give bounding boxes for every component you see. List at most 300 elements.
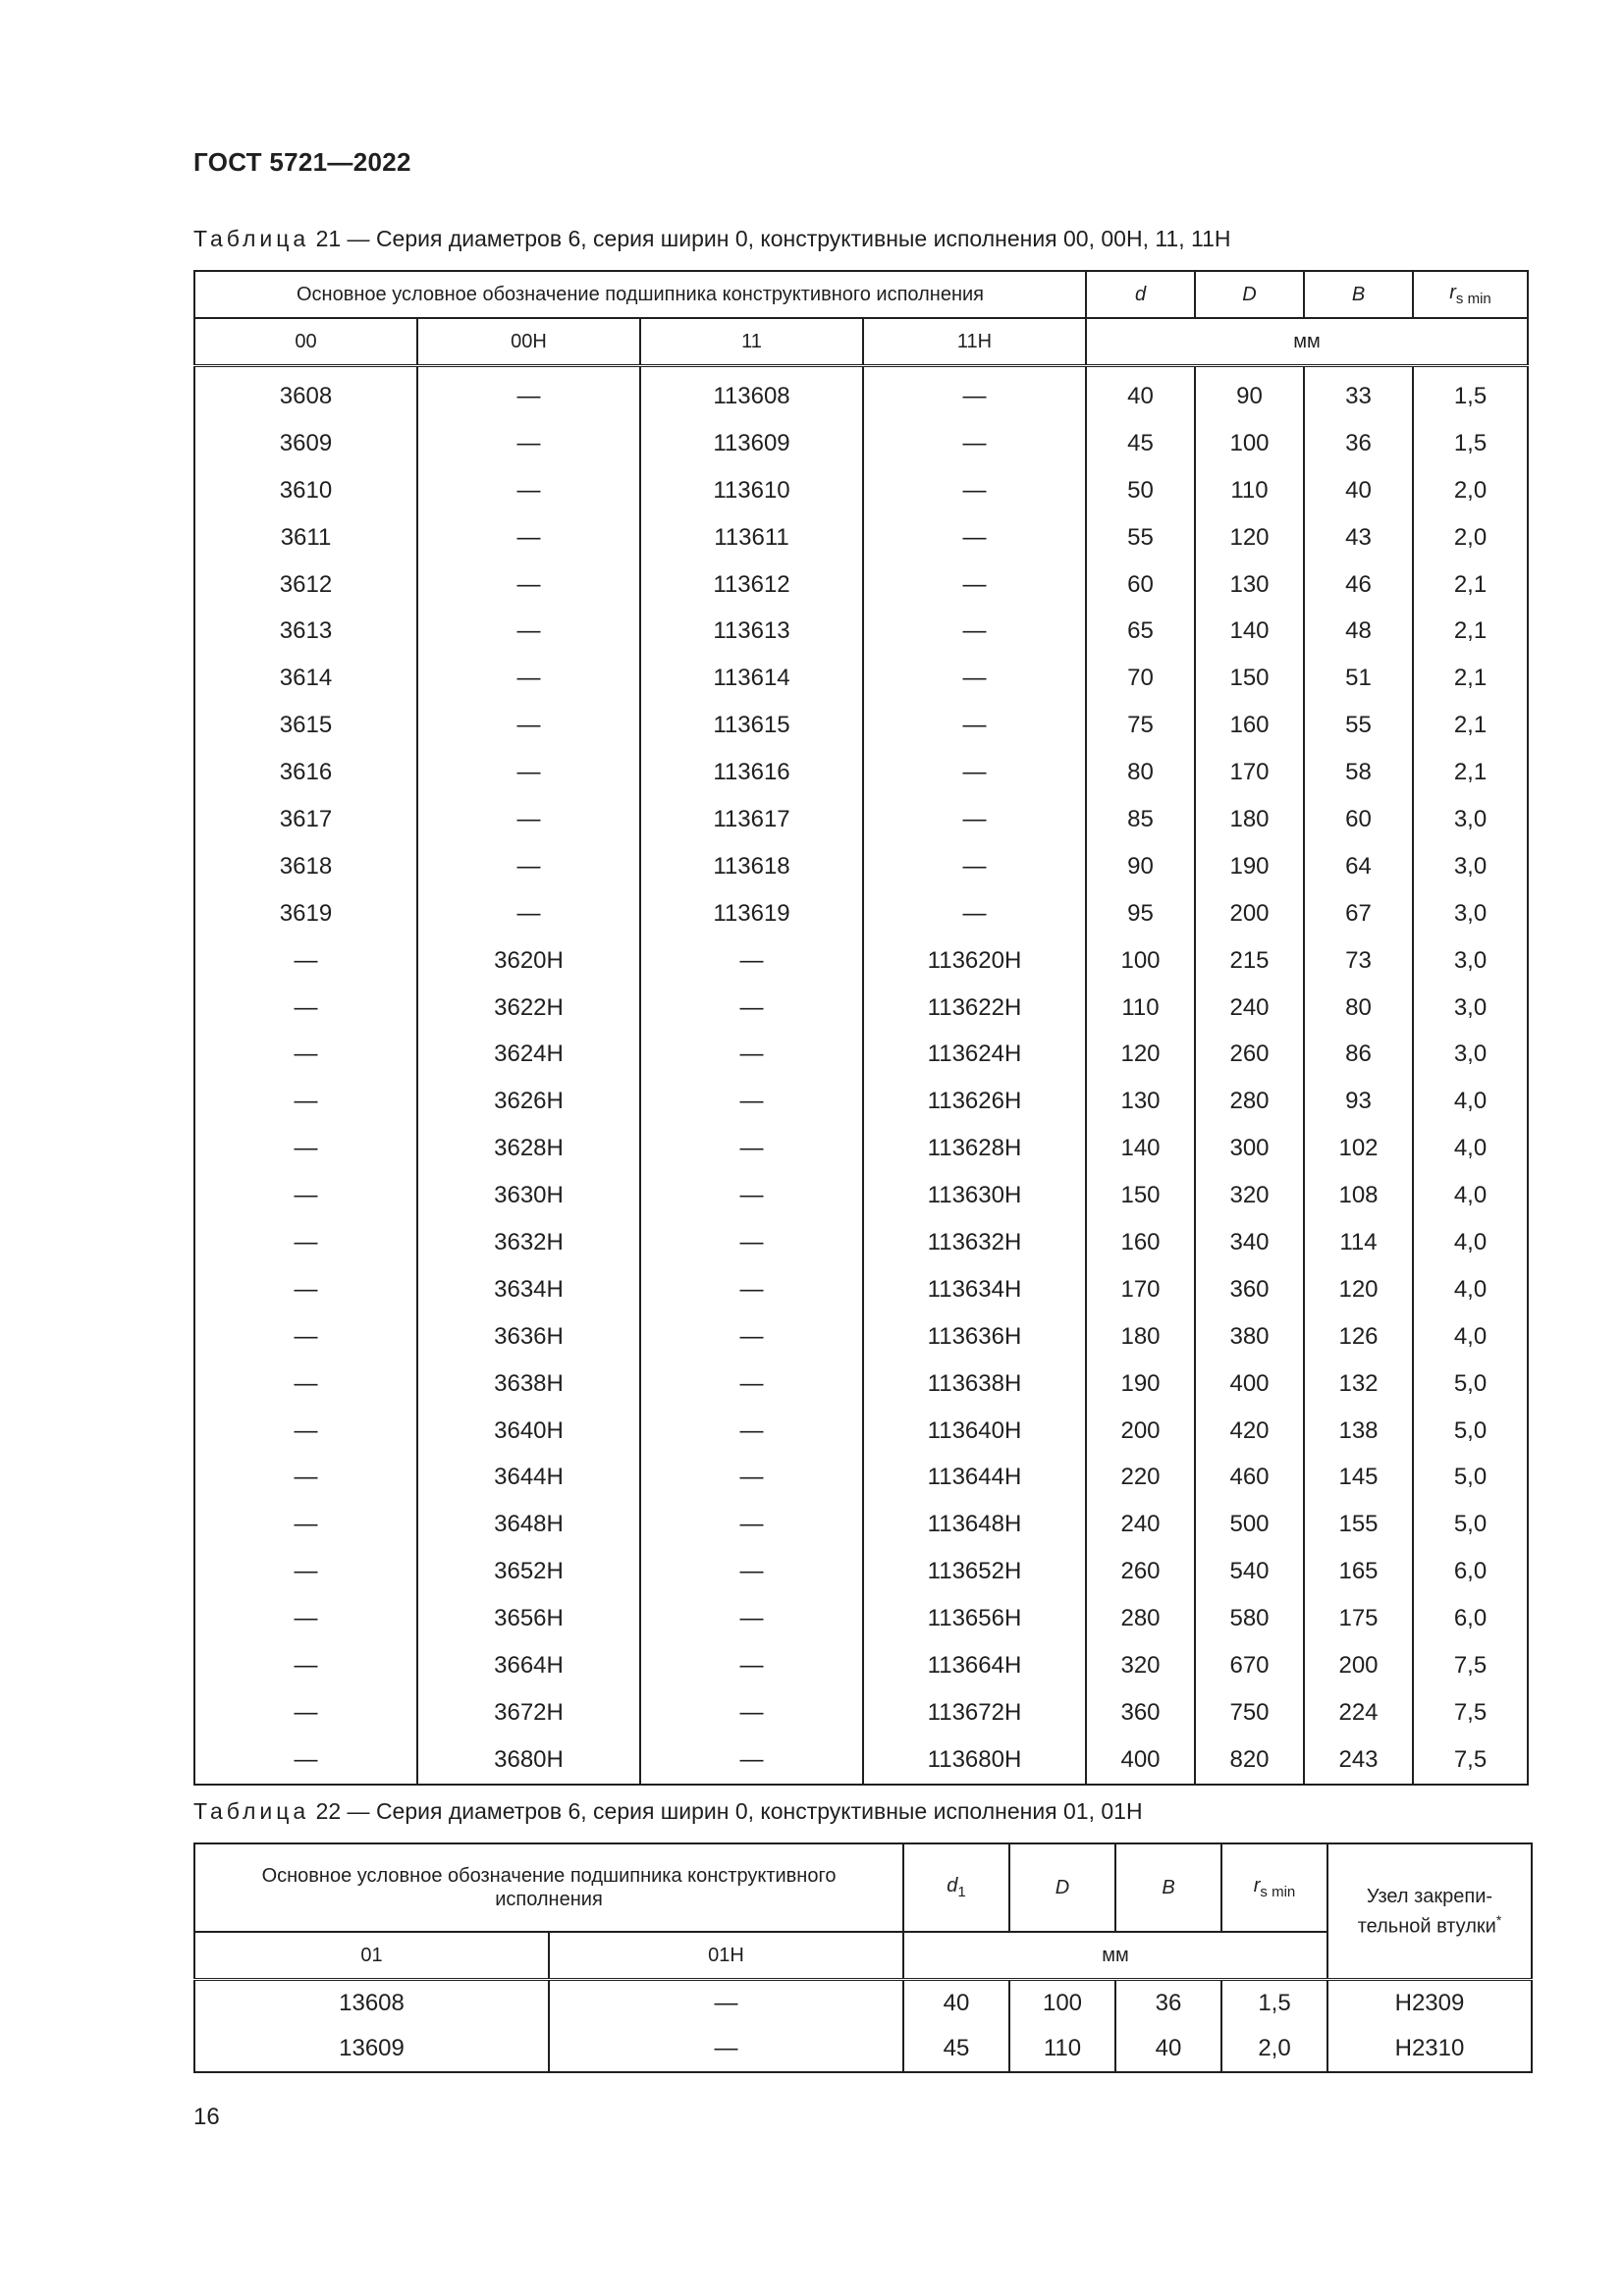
table-row — [194, 2026, 1532, 2072]
table-cell: 113630Н — [863, 1172, 1086, 1219]
table-cell: — — [194, 937, 417, 985]
table-21-col-r-subscript: s min — [1455, 291, 1491, 307]
table-22-group-header: Основное условное обозначение подшипника конструктивного исполнения — [194, 1843, 903, 1932]
table-cell: 113610 — [640, 467, 863, 514]
table-cell: — — [640, 1031, 863, 1078]
table-22-body — [194, 1980, 1532, 2073]
table-22-subcol: 01Н — [549, 1932, 903, 1980]
table-cell: — — [194, 1454, 417, 1501]
table-cell: — — [640, 1313, 863, 1361]
table-cell: — — [863, 608, 1086, 655]
table-cell: — — [640, 937, 863, 985]
table-row — [194, 1172, 1528, 1219]
table-cell: 260 — [1195, 1031, 1304, 1078]
table-cell: 100 — [1195, 420, 1304, 467]
table-cell: 5,0 — [1413, 1361, 1528, 1408]
table-21-units: мм — [1086, 318, 1528, 366]
table-cell: 180 — [1195, 796, 1304, 843]
table-22-col-B: B — [1115, 1843, 1221, 1932]
table-cell: 113634Н — [863, 1266, 1086, 1313]
table-cell: 670 — [1195, 1642, 1304, 1689]
table-cell: 3630Н — [417, 1172, 640, 1219]
table-cell: 45 — [903, 2026, 1009, 2072]
table-cell: 3610 — [194, 467, 417, 514]
table-cell: 3638Н — [417, 1361, 640, 1408]
table-cell: — — [417, 843, 640, 890]
table-cell: 120 — [1304, 1266, 1413, 1313]
table-cell: 580 — [1195, 1595, 1304, 1642]
table-cell: — — [194, 1219, 417, 1266]
table-cell: 3628Н — [417, 1125, 640, 1172]
table-22-col-sleeve-label: Узел закрепи-тельной втулки — [1357, 1885, 1496, 1938]
table-cell: 170 — [1086, 1266, 1195, 1313]
table-cell: — — [640, 1689, 863, 1736]
table-row — [194, 1219, 1528, 1266]
table-cell: 33 — [1304, 366, 1413, 420]
table-cell: 75 — [1086, 702, 1195, 749]
table-cell: 132 — [1304, 1361, 1413, 1408]
table-cell: 160 — [1195, 702, 1304, 749]
table-cell: 40 — [1086, 366, 1195, 420]
table-cell: 155 — [1304, 1501, 1413, 1548]
table-cell: 113614 — [640, 655, 863, 702]
table-cell: 113644Н — [863, 1454, 1086, 1501]
table-cell: — — [417, 420, 640, 467]
table-cell: 3,0 — [1413, 985, 1528, 1032]
table-cell: 5,0 — [1413, 1501, 1528, 1548]
table-row — [194, 467, 1528, 514]
table-cell: 3608 — [194, 366, 417, 420]
table-cell: — — [863, 749, 1086, 796]
table-cell: 113628Н — [863, 1125, 1086, 1172]
table-cell: 3609 — [194, 420, 417, 467]
table-cell: 113648Н — [863, 1501, 1086, 1548]
table-cell: 243 — [1304, 1736, 1413, 1785]
table-cell: — — [417, 514, 640, 561]
table-cell: 3626Н — [417, 1078, 640, 1125]
table-row — [194, 1031, 1528, 1078]
table-row — [194, 1454, 1528, 1501]
table-cell: 180 — [1086, 1313, 1195, 1361]
table-21-col-d: d — [1086, 271, 1195, 318]
table-cell: — — [417, 702, 640, 749]
table-cell: 70 — [1086, 655, 1195, 702]
table-21-caption-text: 21 — Серия диаметров 6, серия ширин 0, конструктивные исполнения 00, 00Н, 11, 11Н — [309, 226, 1231, 251]
table-row — [194, 843, 1528, 890]
table-21-subcol: 00Н — [417, 318, 640, 366]
table-cell: 150 — [1086, 1172, 1195, 1219]
table-cell: 110 — [1009, 2026, 1115, 2072]
table-cell: 2,1 — [1413, 561, 1528, 609]
table-cell: 320 — [1086, 1642, 1195, 1689]
table-22-col-r — [1221, 1843, 1327, 1932]
table-cell: 165 — [1304, 1548, 1413, 1595]
table-cell: 3656Н — [417, 1595, 640, 1642]
table-cell: 3680Н — [417, 1736, 640, 1785]
table-cell: — — [863, 420, 1086, 467]
table-cell: 113622Н — [863, 985, 1086, 1032]
table-cell: 3640Н — [417, 1408, 640, 1455]
table-cell: 4,0 — [1413, 1125, 1528, 1172]
table-cell: — — [863, 467, 1086, 514]
table-cell: 130 — [1195, 561, 1304, 609]
table-row — [194, 937, 1528, 985]
table-cell: 48 — [1304, 608, 1413, 655]
table-row — [194, 655, 1528, 702]
table-cell: 45 — [1086, 420, 1195, 467]
table-21-col-D: D — [1195, 271, 1304, 318]
table-cell: 5,0 — [1413, 1408, 1528, 1455]
table-22-col-D: D — [1009, 1843, 1115, 1932]
table-cell: — — [640, 1501, 863, 1548]
table-cell: — — [194, 985, 417, 1032]
table-cell: 400 — [1195, 1361, 1304, 1408]
table-row — [194, 1689, 1528, 1736]
table-cell: — — [417, 467, 640, 514]
table-cell: 110 — [1195, 467, 1304, 514]
table-cell: 73 — [1304, 937, 1413, 985]
table-22-col-sleeve — [1327, 1843, 1532, 1980]
table-21-caption-label: Таблица — [193, 226, 310, 251]
table-cell: — — [194, 1313, 417, 1361]
table-cell: 820 — [1195, 1736, 1304, 1785]
table-cell: 3636Н — [417, 1313, 640, 1361]
table-cell: 140 — [1195, 608, 1304, 655]
table-cell: — — [194, 1736, 417, 1785]
table-row — [194, 1980, 1532, 2027]
table-22-col-r-subscript: s min — [1260, 1884, 1296, 1900]
table-cell: — — [640, 1642, 863, 1689]
table-21-body — [194, 366, 1528, 1785]
table-cell: 3,0 — [1413, 796, 1528, 843]
table-cell: — — [640, 1125, 863, 1172]
table-cell: 220 — [1086, 1454, 1195, 1501]
table-cell: — — [549, 2026, 903, 2072]
table-cell: 3616 — [194, 749, 417, 796]
table-cell: 113680Н — [863, 1736, 1086, 1785]
table-cell: 40 — [1304, 467, 1413, 514]
table-cell: 200 — [1195, 890, 1304, 937]
table-cell: 13608 — [194, 1980, 549, 2027]
table-cell: 113638Н — [863, 1361, 1086, 1408]
table-cell: 36 — [1115, 1980, 1221, 2027]
table-cell: — — [194, 1595, 417, 1642]
table-cell: 108 — [1304, 1172, 1413, 1219]
table-cell: 113611 — [640, 514, 863, 561]
table-cell: 90 — [1086, 843, 1195, 890]
table-row — [194, 1125, 1528, 1172]
table-cell: — — [194, 1172, 417, 1219]
table-cell: — — [640, 1408, 863, 1455]
table-22-subcol: 01 — [194, 1932, 549, 1980]
table-cell: 500 — [1195, 1501, 1304, 1548]
table-cell: 4,0 — [1413, 1219, 1528, 1266]
table-row — [194, 608, 1528, 655]
table-cell: 80 — [1304, 985, 1413, 1032]
table-cell: — — [863, 366, 1086, 420]
table-row — [194, 1642, 1528, 1689]
table-22-col-r-symbol: r — [1253, 1875, 1261, 1896]
table-21-group-header: Основное условное обозначение подшипника конструктивного исполнения — [194, 271, 1086, 318]
table-cell: 50 — [1086, 467, 1195, 514]
table-cell: 113652Н — [863, 1548, 1086, 1595]
table-21-caption — [193, 226, 1231, 252]
table-cell: 36 — [1304, 420, 1413, 467]
table-cell: 190 — [1195, 843, 1304, 890]
table-21-subcol: 00 — [194, 318, 417, 366]
table-cell: 6,0 — [1413, 1548, 1528, 1595]
table-cell: Н2310 — [1327, 2026, 1532, 2072]
table-cell: 40 — [1115, 2026, 1221, 2072]
table-cell: 240 — [1086, 1501, 1195, 1548]
table-cell: 4,0 — [1413, 1266, 1528, 1313]
table-cell: 113613 — [640, 608, 863, 655]
table-cell: 7,5 — [1413, 1689, 1528, 1736]
table-cell: — — [417, 608, 640, 655]
table-cell: 3634Н — [417, 1266, 640, 1313]
table-cell: 40 — [903, 1980, 1009, 2027]
table-cell: 175 — [1304, 1595, 1413, 1642]
table-cell: 3,0 — [1413, 1031, 1528, 1078]
table-cell: 3,0 — [1413, 937, 1528, 985]
table-cell: 3611 — [194, 514, 417, 561]
table-cell: — — [640, 985, 863, 1032]
table-cell: — — [549, 1980, 903, 2027]
table-cell: — — [194, 1361, 417, 1408]
table-cell: 114 — [1304, 1219, 1413, 1266]
table-cell: 400 — [1086, 1736, 1195, 1785]
table-cell: 3664Н — [417, 1642, 640, 1689]
table-cell: 126 — [1304, 1313, 1413, 1361]
table-cell: 1,5 — [1413, 420, 1528, 467]
table-cell: — — [640, 1736, 863, 1785]
table-cell: 1,5 — [1221, 1980, 1327, 2027]
table-cell: — — [194, 1125, 417, 1172]
table-cell: 113632Н — [863, 1219, 1086, 1266]
table-cell: — — [863, 890, 1086, 937]
table-cell: 55 — [1086, 514, 1195, 561]
table-cell: 300 — [1195, 1125, 1304, 1172]
table-cell: 95 — [1086, 890, 1195, 937]
table-cell: 2,0 — [1221, 2026, 1327, 2072]
table-22-col-d1-subscript: 1 — [957, 1884, 966, 1900]
table-cell: — — [194, 1031, 417, 1078]
table-cell: — — [863, 702, 1086, 749]
table-21-col-B: B — [1304, 271, 1413, 318]
table-cell: — — [417, 366, 640, 420]
table-cell: — — [640, 1361, 863, 1408]
table-22-caption-label: Таблица — [193, 1798, 310, 1824]
table-cell: 7,5 — [1413, 1736, 1528, 1785]
table-cell: 1,5 — [1413, 366, 1528, 420]
table-cell: — — [640, 1266, 863, 1313]
table-cell: — — [863, 561, 1086, 609]
table-row — [194, 1266, 1528, 1313]
table-cell: 200 — [1304, 1642, 1413, 1689]
table-cell: — — [640, 1548, 863, 1595]
table-cell: — — [417, 561, 640, 609]
table-cell: 4,0 — [1413, 1078, 1528, 1125]
table-cell: — — [863, 796, 1086, 843]
table-cell: 2,1 — [1413, 608, 1528, 655]
table-row — [194, 702, 1528, 749]
table-row — [194, 1501, 1528, 1548]
table-cell: 64 — [1304, 843, 1413, 890]
table-cell: 540 — [1195, 1548, 1304, 1595]
table-cell: 113618 — [640, 843, 863, 890]
table-cell: 85 — [1086, 796, 1195, 843]
table-cell: 3,0 — [1413, 843, 1528, 890]
table-cell: — — [640, 1595, 863, 1642]
table-cell: 80 — [1086, 749, 1195, 796]
table-cell: 102 — [1304, 1125, 1413, 1172]
table-row — [194, 1313, 1528, 1361]
table-cell: 113609 — [640, 420, 863, 467]
table-cell: 5,0 — [1413, 1454, 1528, 1501]
table-cell: 113608 — [640, 366, 863, 420]
table-cell: 3615 — [194, 702, 417, 749]
table-cell: 420 — [1195, 1408, 1304, 1455]
table-cell: — — [194, 1266, 417, 1313]
table-cell: 60 — [1304, 796, 1413, 843]
table-cell: — — [194, 1078, 417, 1125]
table-cell: 3612 — [194, 561, 417, 609]
table-cell: 3,0 — [1413, 890, 1528, 937]
table-cell: 138 — [1304, 1408, 1413, 1455]
table-cell: 110 — [1086, 985, 1195, 1032]
table-cell: 145 — [1304, 1454, 1413, 1501]
table-22 — [193, 1842, 1533, 2073]
table-cell: 3644Н — [417, 1454, 640, 1501]
table-cell: 120 — [1195, 514, 1304, 561]
page-number: 16 — [193, 2104, 220, 2130]
table-cell: 224 — [1304, 1689, 1413, 1736]
table-cell: 58 — [1304, 749, 1413, 796]
table-cell: — — [863, 655, 1086, 702]
table-cell: — — [194, 1408, 417, 1455]
table-cell: 200 — [1086, 1408, 1195, 1455]
document-header: ГОСТ 5721—2022 — [193, 147, 411, 177]
table-cell: 190 — [1086, 1361, 1195, 1408]
table-cell: 4,0 — [1413, 1172, 1528, 1219]
table-row — [194, 561, 1528, 609]
table-cell: 113619 — [640, 890, 863, 937]
table-cell: — — [640, 1078, 863, 1125]
table-cell: 93 — [1304, 1078, 1413, 1125]
table-cell: 2,1 — [1413, 749, 1528, 796]
table-cell: — — [194, 1642, 417, 1689]
table-cell: 7,5 — [1413, 1642, 1528, 1689]
table-21-subcol: 11Н — [863, 318, 1086, 366]
table-row — [194, 749, 1528, 796]
table-cell: 113664Н — [863, 1642, 1086, 1689]
table-22-col-d1 — [903, 1843, 1009, 1932]
table-row — [194, 796, 1528, 843]
table-cell: — — [640, 1172, 863, 1219]
table-cell: 65 — [1086, 608, 1195, 655]
table-cell: 2,1 — [1413, 655, 1528, 702]
table-22-caption — [193, 1798, 1143, 1825]
table-cell: — — [640, 1219, 863, 1266]
table-cell: 280 — [1195, 1078, 1304, 1125]
table-cell: 140 — [1086, 1125, 1195, 1172]
table-cell: Н2309 — [1327, 1980, 1532, 2027]
table-cell: 67 — [1304, 890, 1413, 937]
table-cell: 130 — [1086, 1078, 1195, 1125]
table-cell: 113615 — [640, 702, 863, 749]
table-cell: 113640Н — [863, 1408, 1086, 1455]
table-21-col-r-symbol: r — [1449, 282, 1456, 303]
table-22-units: мм — [903, 1932, 1327, 1980]
table-cell: 90 — [1195, 366, 1304, 420]
table-cell: 43 — [1304, 514, 1413, 561]
table-cell: — — [863, 514, 1086, 561]
table-21-subcol: 11 — [640, 318, 863, 366]
table-cell: 3622Н — [417, 985, 640, 1032]
table-cell: 3672Н — [417, 1689, 640, 1736]
table-cell: 2,0 — [1413, 514, 1528, 561]
table-cell: 260 — [1086, 1548, 1195, 1595]
table-row — [194, 1548, 1528, 1595]
table-cell: — — [194, 1548, 417, 1595]
table-21-col-r — [1413, 271, 1528, 318]
table-cell: 13609 — [194, 2026, 549, 2072]
table-row — [194, 985, 1528, 1032]
table-cell: 51 — [1304, 655, 1413, 702]
table-cell: 46 — [1304, 561, 1413, 609]
table-cell: 113636Н — [863, 1313, 1086, 1361]
table-cell: 160 — [1086, 1219, 1195, 1266]
table-cell: 113616 — [640, 749, 863, 796]
table-cell: 170 — [1195, 749, 1304, 796]
table-cell: — — [417, 655, 640, 702]
table-cell: 3618 — [194, 843, 417, 890]
table-cell: 113624Н — [863, 1031, 1086, 1078]
table-cell: 4,0 — [1413, 1313, 1528, 1361]
table-21 — [193, 270, 1529, 1786]
table-cell: — — [863, 843, 1086, 890]
table-cell: 120 — [1086, 1031, 1195, 1078]
table-cell: 280 — [1086, 1595, 1195, 1642]
table-row — [194, 1408, 1528, 1455]
table-row — [194, 1736, 1528, 1785]
table-cell: 3619 — [194, 890, 417, 937]
table-row — [194, 890, 1528, 937]
table-cell: — — [194, 1689, 417, 1736]
table-cell: 3652Н — [417, 1548, 640, 1595]
table-cell: 215 — [1195, 937, 1304, 985]
table-cell: 113626Н — [863, 1078, 1086, 1125]
table-cell: — — [640, 1454, 863, 1501]
table-row — [194, 1595, 1528, 1642]
table-cell: 3614 — [194, 655, 417, 702]
table-cell: 86 — [1304, 1031, 1413, 1078]
table-cell: 3617 — [194, 796, 417, 843]
table-22-caption-text: 22 — Серия диаметров 6, серия ширин 0, конструктивные исполнения 01, 01Н — [309, 1798, 1143, 1824]
table-row — [194, 366, 1528, 420]
table-cell: 113656Н — [863, 1595, 1086, 1642]
table-cell: 100 — [1009, 1980, 1115, 2027]
table-row — [194, 420, 1528, 467]
table-cell: 113620Н — [863, 937, 1086, 985]
table-cell: 360 — [1086, 1689, 1195, 1736]
table-cell: 460 — [1195, 1454, 1304, 1501]
table-cell: — — [417, 749, 640, 796]
table-cell: 150 — [1195, 655, 1304, 702]
table-cell: 100 — [1086, 937, 1195, 985]
table-cell: 3648Н — [417, 1501, 640, 1548]
table-cell: 113617 — [640, 796, 863, 843]
